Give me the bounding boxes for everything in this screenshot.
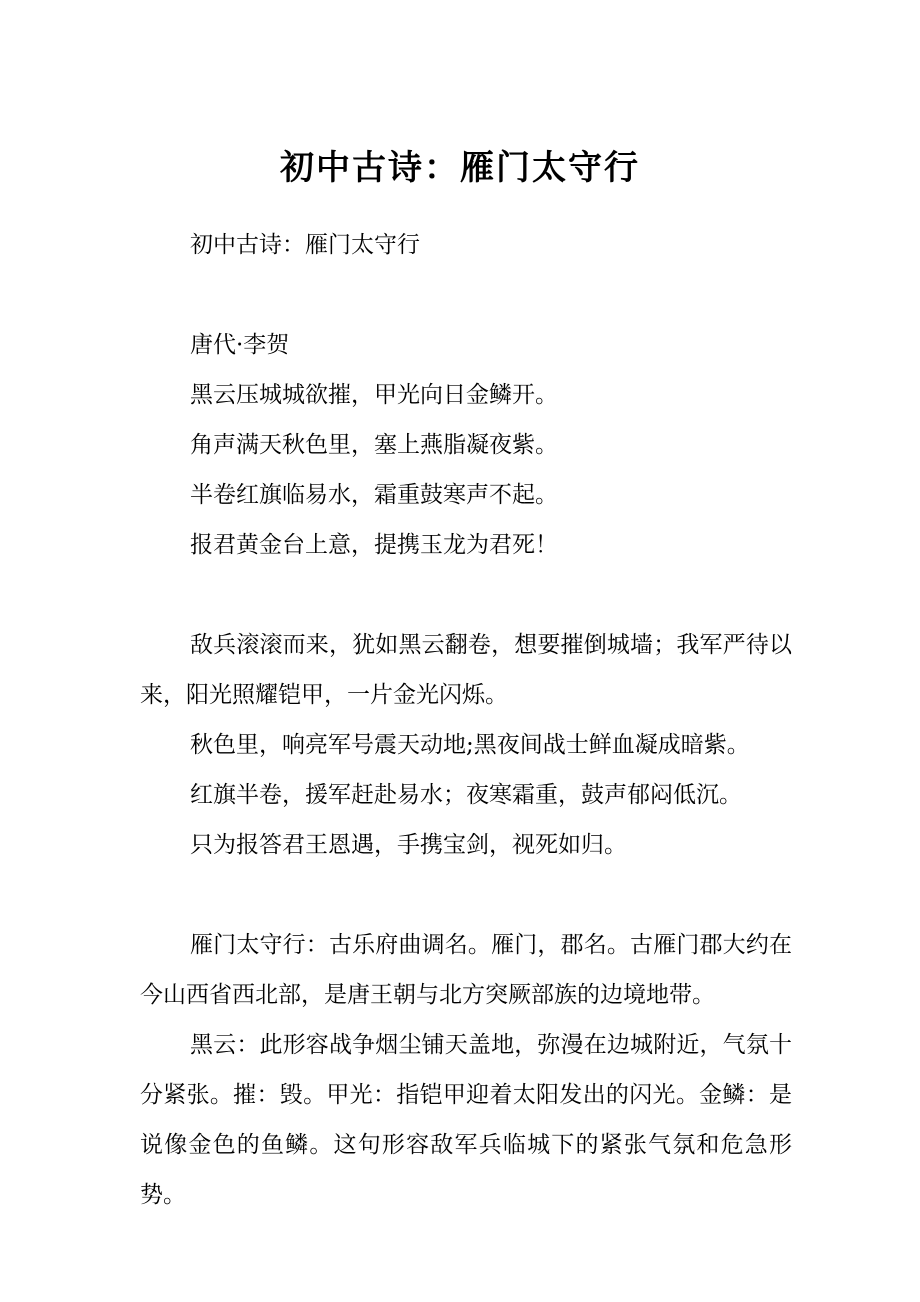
author-line: 唐代·李贺 [190,332,290,358]
spacer [140,570,792,620]
subtitle: 初中古诗：雁门太守行 [190,232,420,258]
translation-paragraph: 敌兵滚滚而来，犹如黑云翻卷，想要摧倒城墙；我军严待以来，阳光照耀铠甲，一片金光闪烁。 [140,632,792,708]
note-paragraph: 黑云：此形容战争烟尘铺天盖地，弥漫在边城附近，气氛十分紧张。摧：毁。甲光：指铠甲迎着太阳发出的闪光。金鳞：是说像金色的鱼鳞。这句形容敌军兵临城下的紧张气氛和危急形势。 [140,1032,792,1208]
poem-line: 黑云压城城欲摧，甲光向日金鳞开。 [190,382,558,408]
translation-paragraph: 秋色里，响亮军号震天动地;黑夜间战士鲜血凝成暗紫。 [190,732,750,758]
spacer [140,270,792,320]
note-paragraph: 雁门太守行：古乐府曲调名。雁门，郡名。古雁门郡大约在今山西省西北部，是唐王朝与北方突厥部族的边境地带。 [140,932,792,1008]
page-title: 初中古诗：雁门太守行 [280,148,640,188]
document-body [140,220,792,1220]
spacer [140,870,792,920]
poem-line: 报君黄金台上意，提携玉龙为君死！ [190,532,558,558]
poem-line: 半卷红旗临易水，霜重鼓寒声不起。 [190,482,558,508]
translation-paragraph: 只为报答君王恩遇，手携宝剑，视死如归。 [190,832,627,858]
poem-line: 角声满天秋色里，塞上燕脂凝夜紫。 [190,432,558,458]
translation-paragraph: 红旗半卷，援军赶赴易水；夜寒霜重，鼓声郁闷低沉。 [190,782,742,808]
